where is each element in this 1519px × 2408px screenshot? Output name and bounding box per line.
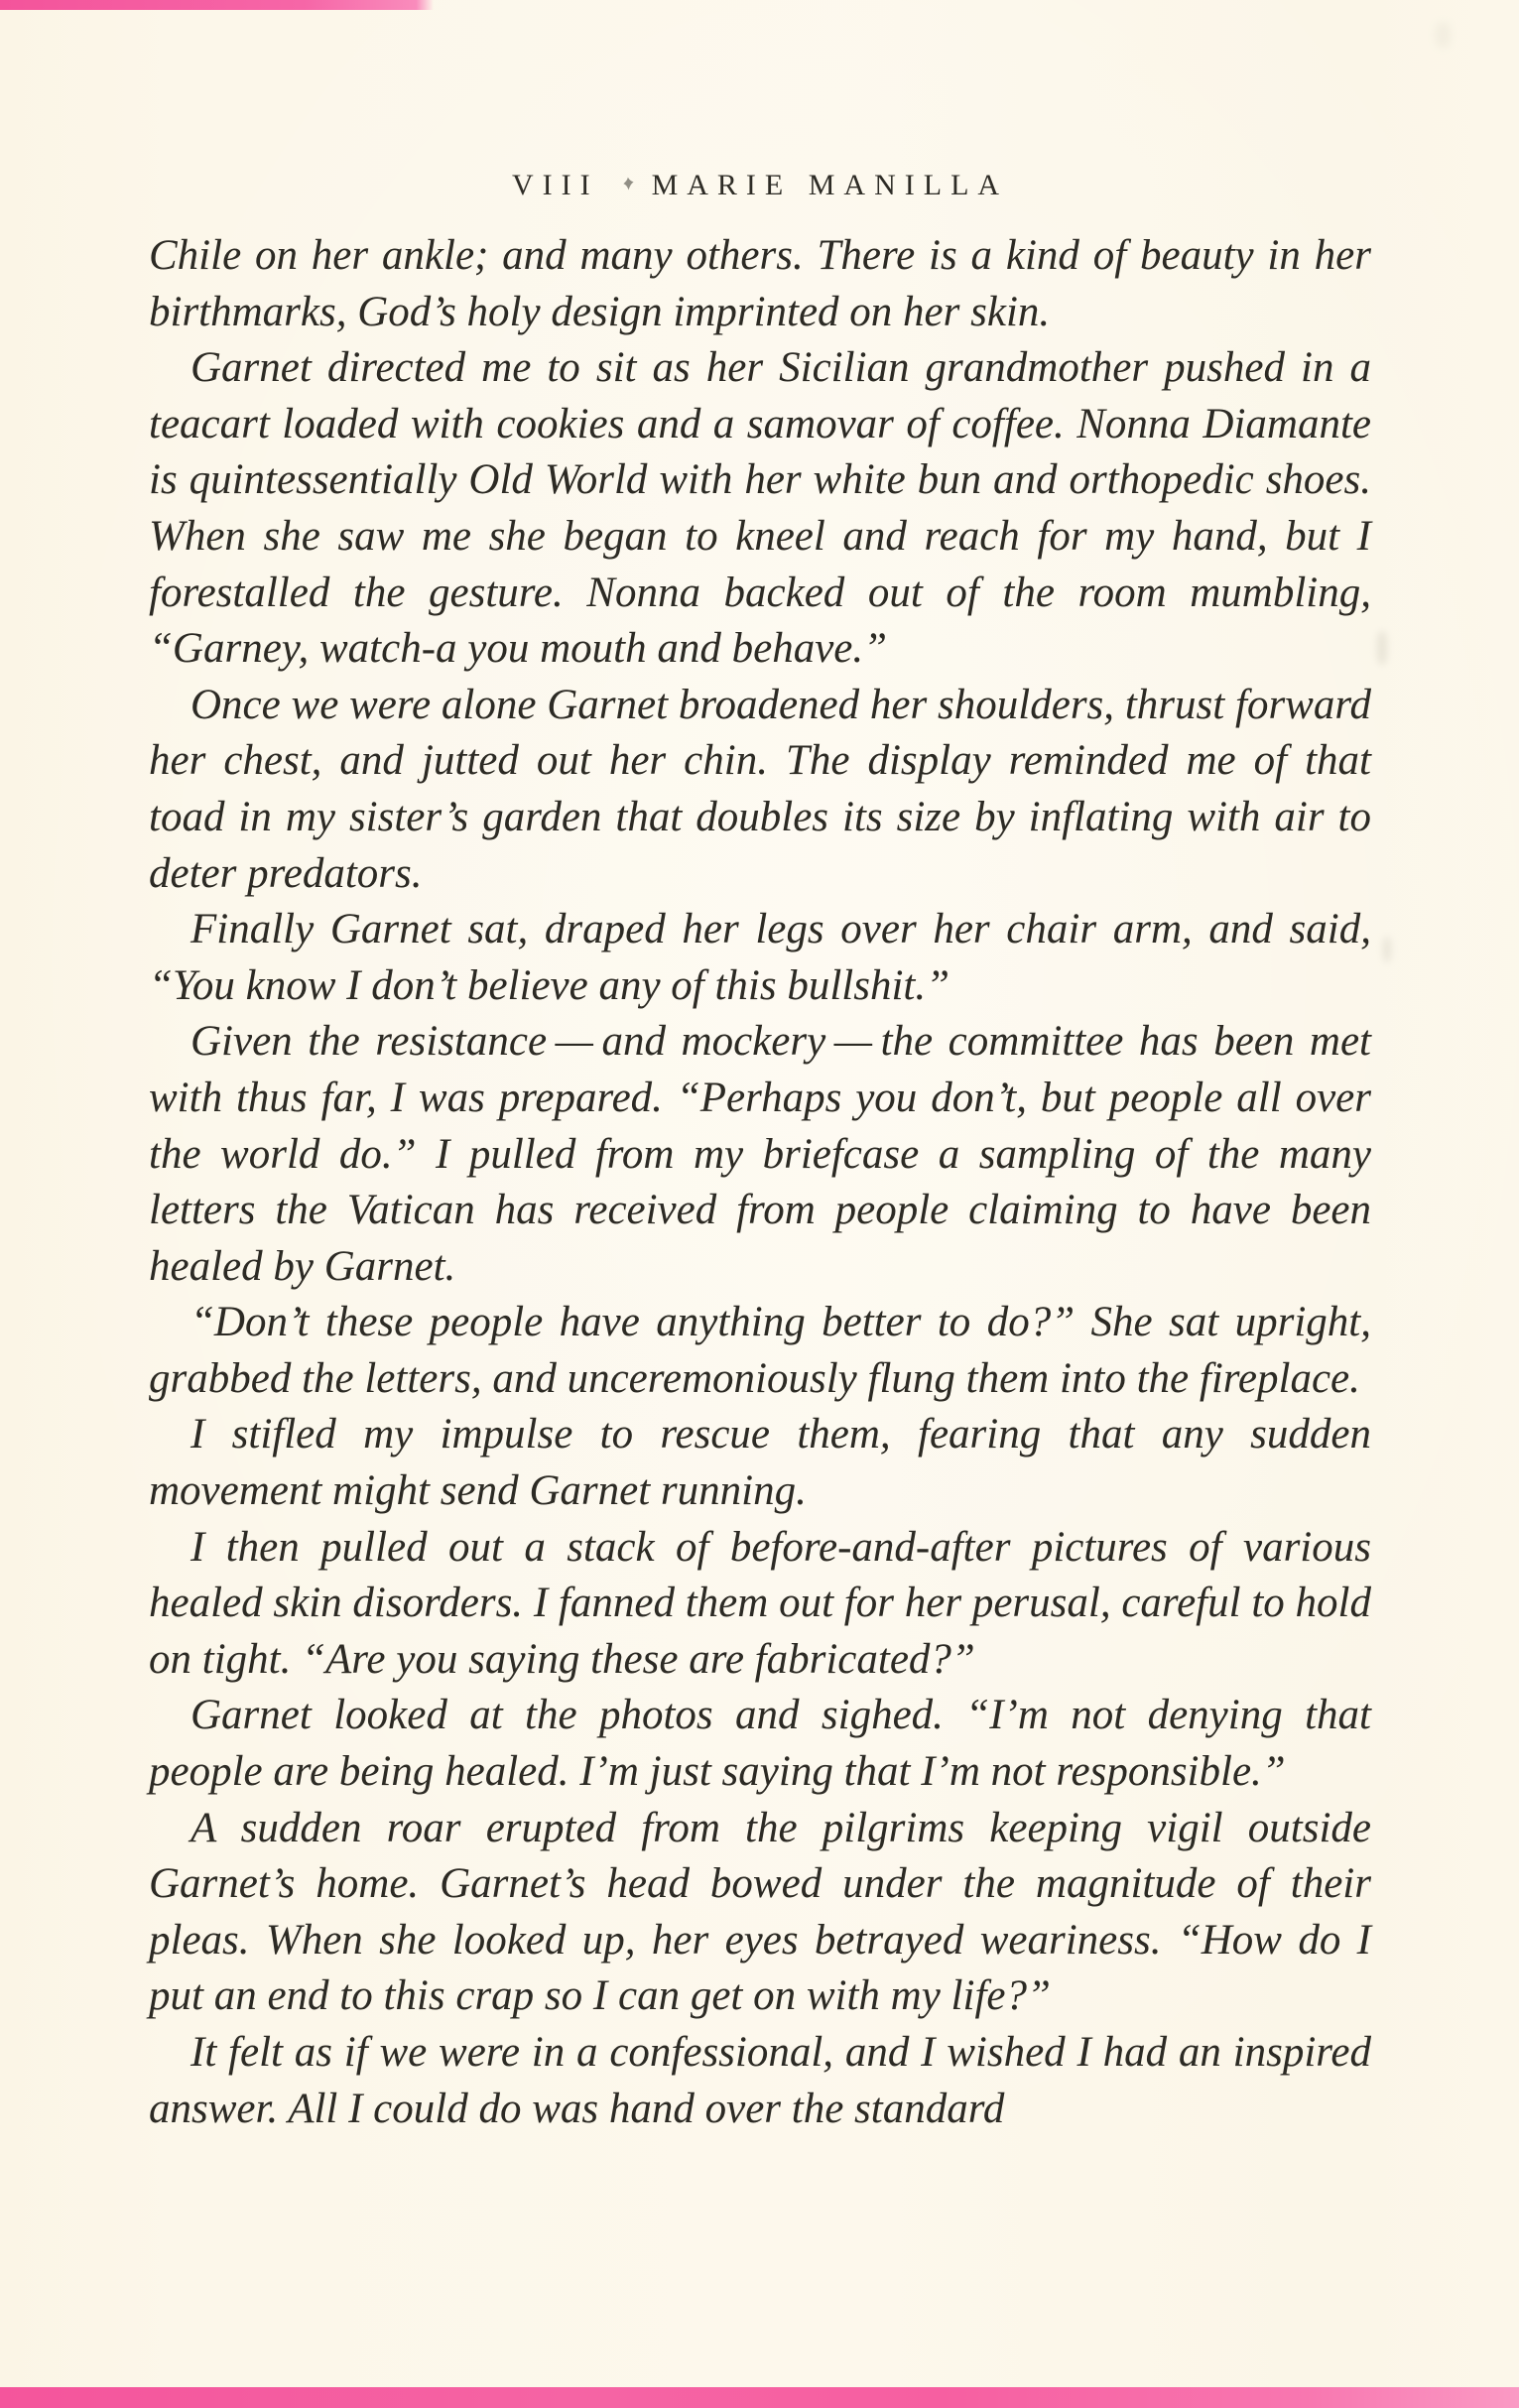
paragraph: It felt as if we were in a confessional, and I wished I had an inspired answer. All I could do was hand over the standard xyxy=(149,2029,1371,2132)
paragraph: A sudden roar erupted from the pilgrims keeping vigil outside Garnet’s home. Garnet’s head bowed under the magnitude of their pleas. When she looked up, her eyes betrayed weariness. “How do I put an end to this crap so I can get on with my life?” xyxy=(149,1804,1371,2020)
paragraph: Given the resistance — and mockery — the committee has been met with thus far, I was prepared. “Perhaps you don’t, but people all over the world do.” I pulled from my briefcase a sampling of the many letters the Vatican has received from people claiming to have been healed by Garnet. xyxy=(149,1018,1371,1290)
scan-edge-top xyxy=(0,0,434,10)
scan-edge-bottom xyxy=(0,2387,1519,2408)
page-text xyxy=(149,228,1371,2137)
paragraph: I stifled my impulse to rescue them, fearing that any sudden movement might send Garnet running. xyxy=(149,1411,1371,1515)
paragraph: Once we were alone Garnet broadened her shoulders, thrust forward her chest, and jutted out her chin. The display reminded me of that toad in my sister’s garden that doubles its size by inflating with air to deter predators. xyxy=(149,681,1371,897)
running-head xyxy=(149,167,1371,202)
paragraph: Finally Garnet sat, draped her legs over her chair arm, and said, “You know I don’t believe any of this bullshit.” xyxy=(149,906,1371,1009)
scan-artifact xyxy=(1435,22,1451,48)
fleuron-icon xyxy=(621,167,636,200)
paragraph: Chile on her ankle; and many others. There is a kind of beauty in her birthmarks, God’s holy design imprinted on her skin. xyxy=(149,232,1371,335)
paragraph: “Don’t these people have anything better to do?” She sat upright, grabbed the letters, and unceremoniously flung them into the fireplace. xyxy=(149,1299,1371,1402)
running-head-title: MARIE MANILLA xyxy=(651,169,1009,201)
paragraph: Garnet looked at the photos and sighed. “I’m not denying that people are being healed. I’m just saying that I’m not responsible.” xyxy=(149,1692,1371,1796)
paragraph: I then pulled out a stack of before-and-after pictures of various healed skin disorders. I fanned them out for her perusal, careful to hold on tight. “Are you saying these are fabricated?” xyxy=(149,1523,1371,1683)
scan-artifact xyxy=(1383,937,1391,962)
scan-artifact xyxy=(1377,631,1387,665)
paragraph: Garnet directed me to sit as her Sicilian grandmother pushed in a teacart loaded with cookies and a samovar of coffee. Nonna Diamante is quintessentially Old World with her white bun and orthopedic shoes. When she saw me she began to kneel and reach for my hand, but I forestalled the gesture. Nonna backed out of the room mumbling, “Garney, watch-a you mouth and behave.” xyxy=(149,344,1371,673)
page-number: VIII xyxy=(511,169,599,201)
